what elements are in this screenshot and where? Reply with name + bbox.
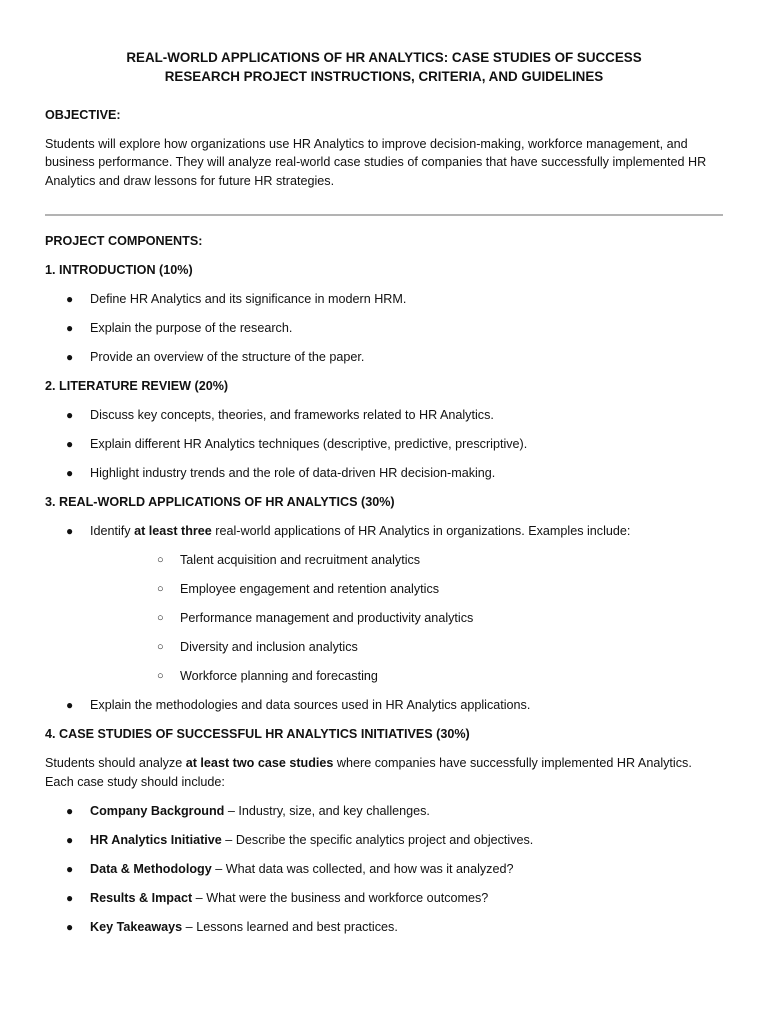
list-item <box>45 348 723 367</box>
circle-bullet-icon: ○ <box>157 670 164 682</box>
item-description: – What data was collected, and how was it analyzed? <box>211 861 514 876</box>
item-description: – Industry, size, and key challenges. <box>224 803 430 818</box>
sublist-item-text: Workforce planning and forecasting <box>180 669 378 683</box>
bullet-icon: ● <box>66 861 74 876</box>
item-label: HR Analytics Initiative <box>90 832 222 847</box>
circle-bullet-icon: ○ <box>157 641 164 653</box>
list-item-text: Explain the purpose of the research. <box>90 321 293 335</box>
sublist-item <box>90 667 723 686</box>
sublist-item <box>90 638 723 657</box>
list-item-text: Discuss key concepts, theories, and frameworks related to HR Analytics. <box>90 408 494 422</box>
section-introduction-heading: 1. INTRODUCTION (10%) <box>45 263 193 277</box>
bullet-icon: ● <box>66 321 74 335</box>
sublist-item <box>90 609 723 628</box>
applications-list <box>45 522 723 715</box>
list-item-text: Explain the methodologies and data sources used in HR Analytics applications. <box>90 698 531 712</box>
list-item-text: Highlight industry trends and the role of data-driven HR decision-making. <box>90 466 496 480</box>
section-applications-heading: 3. REAL-WORLD APPLICATIONS OF HR ANALYTICS (30%) <box>45 495 395 509</box>
list-item-text: Provide an overview of the structure of the paper. <box>90 350 365 364</box>
sublist-item-text: Diversity and inclusion analytics <box>180 640 358 654</box>
case-studies-intro <box>45 754 723 791</box>
sublist-item <box>90 580 723 599</box>
sublist-item-text: Employee engagement and retention analytics <box>180 582 440 596</box>
intro-text: where companies have successfully implemented HR Analytics. Each case study should include: <box>45 756 692 789</box>
section-case-studies-heading: 4. CASE STUDIES OF SUCCESSFUL HR ANALYTICS INITIATIVES (30%) <box>45 727 470 741</box>
examples-sublist <box>90 551 723 686</box>
introduction-list <box>45 290 723 367</box>
emphasis-text: at least three <box>134 524 212 538</box>
item-label: Key Takeaways <box>90 919 183 934</box>
item-description: – What were the business and workforce outcomes? <box>192 890 489 905</box>
circle-bullet-icon: ○ <box>157 612 164 624</box>
bullet-icon: ● <box>66 292 74 306</box>
list-item-text: Explain different HR Analytics techniques (descriptive, predictive, prescriptive). <box>90 437 528 451</box>
item-label: Data & Methodology <box>90 861 212 876</box>
bullet-icon: ● <box>66 408 74 422</box>
objective-text: Students will explore how organizations use HR Analytics to improve decision-making, workforce management, and business performance. They will analyze real-world case studies of companies that have successfully implemented HR Analytics and draw lessons for future HR strategies. <box>45 136 707 188</box>
bullet-icon: ● <box>66 803 74 818</box>
section-literature-review-heading: 2. LITERATURE REVIEW (20%) <box>45 379 229 393</box>
sublist-item <box>90 551 723 570</box>
bullet-icon: ● <box>66 437 74 451</box>
case-study-requirements-list <box>45 802 723 937</box>
circle-bullet-icon: ○ <box>157 554 164 566</box>
intro-text: Students should analyze <box>45 756 186 770</box>
list-item <box>45 889 723 908</box>
sublist-item-text: Talent acquisition and recruitment analytics <box>180 553 421 567</box>
circle-bullet-icon: ○ <box>157 583 164 595</box>
list-item <box>45 696 723 715</box>
bullet-icon: ● <box>66 466 74 480</box>
item-label: Results & Impact <box>90 890 193 905</box>
bullet-icon: ● <box>66 524 74 538</box>
list-item <box>45 831 723 850</box>
bullet-icon: ● <box>66 832 74 847</box>
list-item <box>45 918 723 937</box>
list-item <box>45 860 723 879</box>
literature-review-list <box>45 406 723 483</box>
objective-label: OBJECTIVE: <box>45 108 121 122</box>
list-item <box>45 464 723 483</box>
list-item <box>45 319 723 338</box>
list-item-text: Identify <box>90 524 135 538</box>
list-item <box>45 435 723 454</box>
item-description: – Lessons learned and best practices. <box>182 919 398 934</box>
section-divider <box>45 214 723 216</box>
list-item <box>45 406 723 425</box>
list-item <box>45 522 723 686</box>
item-label: Company Background <box>90 803 225 818</box>
bullet-icon: ● <box>66 890 74 905</box>
bullet-icon: ● <box>66 698 74 712</box>
bullet-icon: ● <box>66 350 74 364</box>
project-components-label: PROJECT COMPONENTS: <box>45 234 203 248</box>
document-title-line-1: REAL-WORLD APPLICATIONS OF HR ANALYTICS: CASE STUDIES OF SUCCESS <box>126 50 642 65</box>
sublist-item-text: Performance management and productivity analytics <box>180 611 474 625</box>
list-item-text: real-world applications of HR Analytics in organizations. Examples include: <box>211 524 631 538</box>
bullet-icon: ● <box>66 919 74 934</box>
list-item-text: Define HR Analytics and its significance in modern HRM. <box>90 292 407 306</box>
list-item <box>45 802 723 821</box>
list-item <box>45 290 723 309</box>
item-description: – Describe the specific analytics project and objectives. <box>221 832 534 847</box>
document-title-line-2: RESEARCH PROJECT INSTRUCTIONS, CRITERIA, AND GUIDELINES <box>164 69 604 84</box>
emphasis-text: at least two case studies <box>185 756 334 770</box>
